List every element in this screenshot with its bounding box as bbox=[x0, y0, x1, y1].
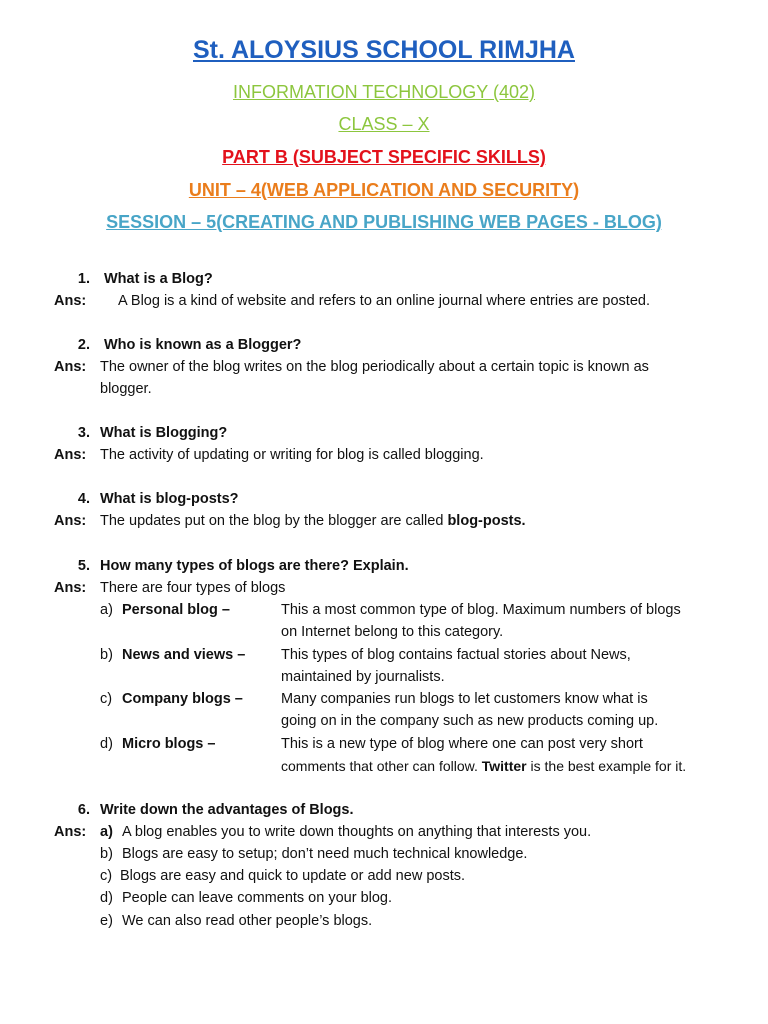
subject-title: INFORMATION TECHNOLOGY (402) bbox=[232, 82, 536, 102]
advantage-item: Blogs are easy and quick to update or add new posts. bbox=[120, 868, 465, 884]
unit-title: UNIT – 4(WEB APPLICATION AND SECURITY) bbox=[188, 180, 580, 200]
session-title: SESSION – 5(CREATING AND PUBLISHING WEB PAGES - BLOG) bbox=[106, 212, 662, 232]
list-letter: a) bbox=[100, 602, 113, 618]
answer-text: The activity of updating or writing for blog is called blogging. bbox=[100, 447, 484, 463]
list-letter: d) bbox=[100, 890, 113, 906]
question-text: Write down the advantages of Blogs. bbox=[100, 802, 354, 818]
answer-text-continued: blogger. bbox=[100, 381, 152, 397]
answer-bold-term: blog-posts. bbox=[447, 513, 526, 529]
list-letter: b) bbox=[100, 846, 113, 862]
ans-label: Ans: bbox=[54, 580, 87, 596]
ans-label: Ans: bbox=[54, 513, 87, 529]
question-number: 5. bbox=[77, 558, 90, 574]
class-title: CLASS – X bbox=[338, 114, 430, 134]
blog-type-desc-continued: maintained by journalists. bbox=[281, 669, 445, 685]
advantage-item: People can leave comments on your blog. bbox=[122, 890, 393, 906]
answer-text: The owner of the blog writes on the blog periodically about a certain topic is known as bbox=[100, 359, 649, 375]
question-text: How many types of blogs are there? Explain. bbox=[100, 558, 409, 574]
blog-type-name: Personal blog – bbox=[122, 602, 230, 618]
list-letter: c) bbox=[100, 868, 113, 884]
answer-text: A Blog is a kind of website and refers to an online journal where entries are posted. bbox=[118, 293, 650, 309]
blog-type-name: News and views – bbox=[122, 647, 246, 663]
advantage-item: We can also read other people’s blogs. bbox=[122, 913, 373, 929]
question-number: 1. bbox=[77, 271, 90, 287]
list-letter: e) bbox=[100, 913, 113, 929]
question-text: What is blog-posts? bbox=[100, 491, 239, 507]
blog-type-desc: Many companies run blogs to let customers know what is bbox=[281, 691, 648, 707]
question-number: 3. bbox=[77, 425, 90, 441]
question-text: What is Blogging? bbox=[100, 425, 228, 441]
list-letter: a) bbox=[100, 824, 113, 840]
ans-label: Ans: bbox=[54, 359, 87, 375]
blog-type-desc: This types of blog contains factual stories about News, bbox=[281, 647, 631, 663]
blog-type-name: Company blogs – bbox=[122, 691, 243, 707]
desc-prefix: comments that other can follow. bbox=[281, 758, 482, 774]
blog-type-desc: This a most common type of blog. Maximum numbers of blogs bbox=[281, 602, 681, 618]
desc-bold-term: Twitter bbox=[481, 758, 527, 774]
list-letter: d) bbox=[100, 736, 113, 752]
question-text: Who is known as a Blogger? bbox=[104, 337, 302, 353]
advantage-item: Blogs are easy to setup; don’t need much technical knowledge. bbox=[122, 846, 528, 862]
ans-label: Ans: bbox=[54, 293, 87, 309]
answer-prefix: The updates put on the blog by the blogger are called bbox=[100, 513, 448, 529]
blog-type-desc-continued: going on in the company such as new products coming up. bbox=[281, 713, 659, 729]
list-letter: b) bbox=[100, 647, 113, 663]
question-number: 4. bbox=[77, 491, 90, 507]
answer-intro: There are four types of blogs bbox=[100, 580, 286, 596]
blog-type-desc-continued: on Internet belong to this category. bbox=[281, 624, 504, 640]
school-title: St. ALOYSIUS SCHOOL RIMJHA bbox=[193, 36, 575, 64]
blog-type-desc-continued bbox=[281, 755, 686, 777]
desc-suffix: is the best example for it. bbox=[526, 758, 687, 774]
part-title: PART B (SUBJECT SPECIFIC SKILLS) bbox=[222, 147, 546, 167]
question-text: What is a Blog? bbox=[104, 271, 213, 287]
advantage-item: A blog enables you to write down thoughts on anything that interests you. bbox=[122, 824, 592, 840]
blog-type-name: Micro blogs – bbox=[122, 736, 216, 752]
question-number: 6. bbox=[77, 802, 90, 818]
ans-label: Ans: bbox=[54, 824, 87, 840]
ans-label: Ans: bbox=[54, 447, 87, 463]
list-letter: c) bbox=[100, 691, 113, 707]
answer-text bbox=[100, 510, 526, 532]
blog-type-desc: This is a new type of blog where one can post very short bbox=[281, 736, 643, 752]
question-number: 2. bbox=[77, 337, 90, 353]
